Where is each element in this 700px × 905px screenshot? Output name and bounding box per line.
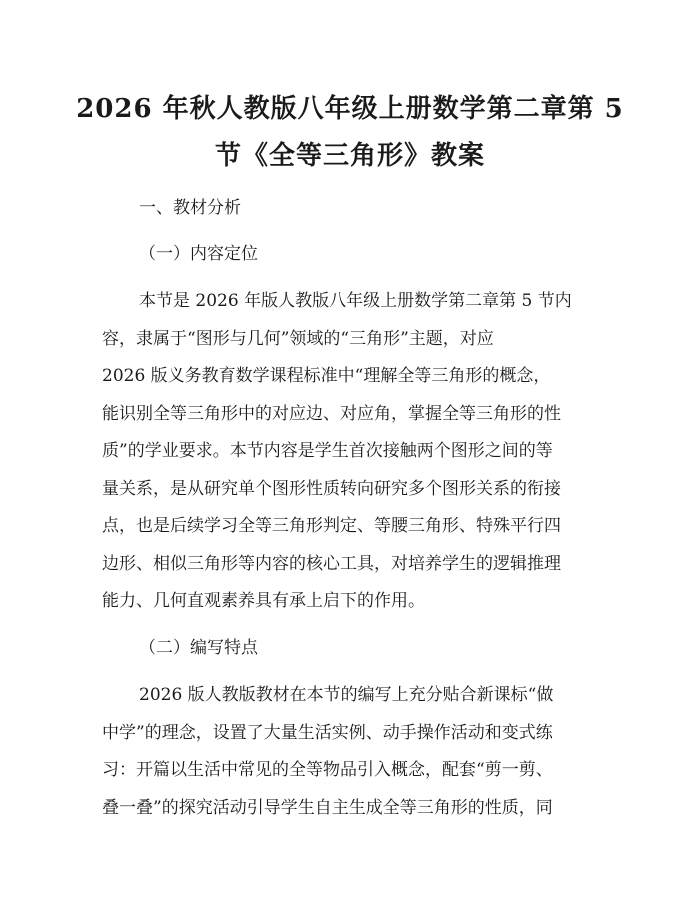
paragraph-line: 中学”的理念，设置了大量生活实例、动手操作活动和变式练 [102,723,553,743]
document-title-line-2: 节《全等三角形》教案 [214,141,485,171]
paragraph-line: 能识别全等三角形中的对应边、对应角，掌握全等三角形的性 [102,404,561,424]
paragraph-line: 点，也是后续学习全等三角形判定、等腰三角形、特殊平行四 [102,516,561,536]
paragraph-line: 习：开篇以生活中常见的全等物品引入概念，配套“剪一剪、 [102,760,553,780]
paragraph-line: 边形、相似三角形等内容的核心工具，对培养学生的逻辑推理 [102,554,561,574]
subsection-heading-content-positioning: （一）内容定位 [139,244,258,264]
paragraph-line: 能力、几何直观素养具有承上启下的作用。 [102,591,425,611]
paragraph-line: 量关系，是从研究单个图形性质转向研究多个图形关系的衔接 [102,479,561,499]
section-heading-textbook-analysis: 一、教材分析 [139,198,241,218]
paragraph-line: 质”的学业要求。本节内容是学生首次接触两个图形之间的等 [102,441,553,461]
paragraph-line: 容，隶属于“图形与几何”领域的“三角形”主题，对应 [102,329,494,349]
paragraph-line: 2026 版义务教育数学课程标准中“理解全等三角形的概念， [102,366,551,386]
paragraph-line: 叠一叠”的探究活动引导学生自主生成全等三角形的性质，同 [102,798,553,818]
document-title-line-1: 2026 年秋人教版八年级上册数学第二章第 5 [76,94,624,124]
paragraph-line: 2026 版人教版教材在本节的编写上充分贴合新课标“做 [139,685,554,705]
paragraph-line: 本节是 2026 年版人教版八年级上册数学第二章第 5 节内 [139,291,572,311]
subsection-heading-writing-features: （二）编写特点 [139,638,258,658]
